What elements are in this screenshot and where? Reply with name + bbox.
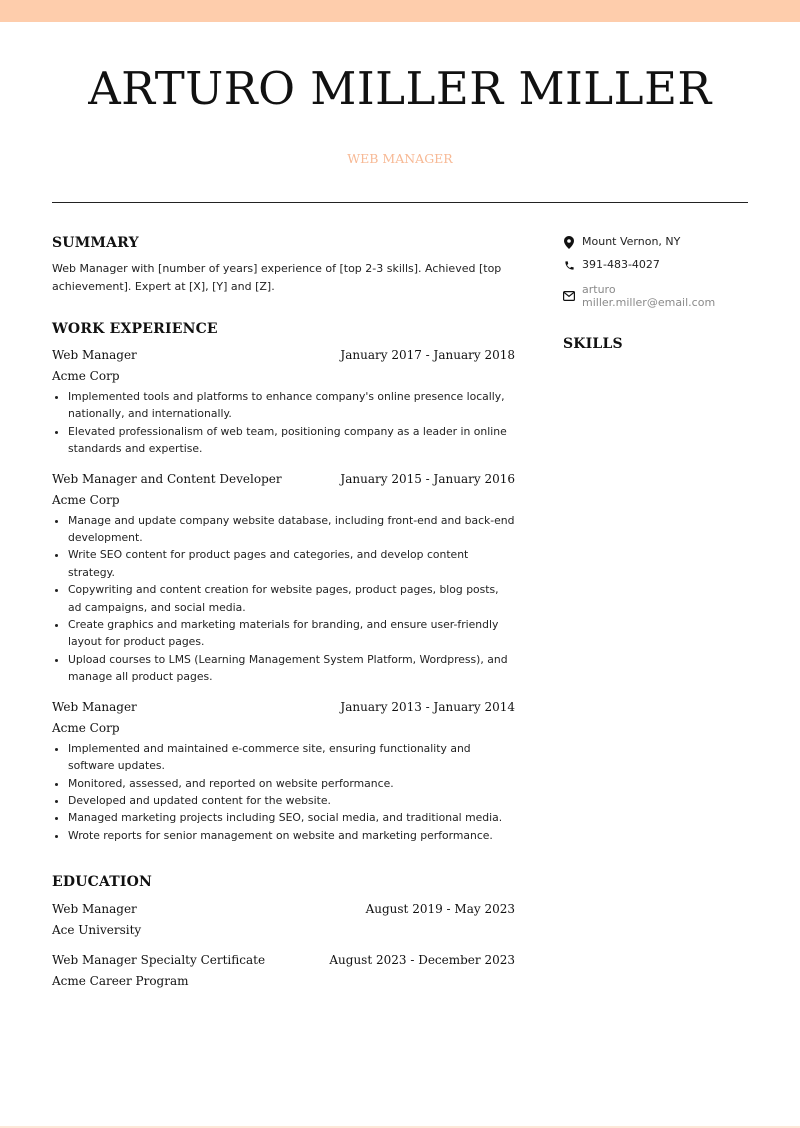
job-bullet: • Developed and updated content for the website. [68,792,515,809]
job-header [52,471,515,487]
job-bullet: • Elevated professionalism of web team, positioning company as a leader in online standards and expertise. [68,423,515,458]
location-text: Mount Vernon, NY [582,235,681,248]
email-line-1: arturo [582,283,616,296]
job-bullet: • Create graphics and marketing materials for branding, and ensure user-friendly layout for product pages. [68,616,515,651]
education-heading: EDUCATION [52,874,153,891]
job-company: Acme Corp [52,720,120,735]
job-role: Web Manager and Content Developer [52,471,282,486]
job-bullet: • Implemented tools and platforms to enhance company's online presence locally, nationally, and internationally. [68,388,515,423]
envelope-icon [563,283,575,309]
job-bullet: • Upload courses to LMS (Learning Management System Platform, Wordpress), and manage all product pages. [68,651,515,686]
job-dates: January 2015 - January 2016 [340,471,515,486]
job-role: Web Manager [52,348,137,362]
job-header [52,699,515,715]
email-text[interactable] [582,283,715,309]
contact-phone [563,257,753,273]
education-degree: Web Manager Specialty Certificate [52,953,266,968]
job-entry [52,699,515,844]
phone-icon [563,257,575,273]
job-company: Acme Corp [52,369,120,383]
summary-heading: SUMMARY [52,235,139,251]
job-company: Acme Corp [52,492,120,507]
job-bullets [52,512,515,686]
education-entry [52,901,515,938]
job-bullet: • Wrote reports for senior management on website and marketing performance. [68,827,515,844]
skills-heading: SKILLS [563,336,623,352]
job-bullet: • Monitored, assessed, and reported on website performance. [68,775,515,792]
job-entry [52,347,515,458]
education-school: Acme Career Program [52,974,189,989]
email-line-2: miller.miller@email.com [582,296,716,309]
job-entry [52,471,515,686]
job-bullets [52,740,515,844]
phone-text: 391-483-4027 [582,258,660,271]
education-school: Ace University [52,923,142,938]
education-entry [52,952,515,989]
education-dates: August 2019 - May 2023 [365,902,515,917]
education-header [52,901,515,917]
job-bullet: • Managed marketing projects including SEO, social media, and traditional media. [68,809,515,826]
skills-section [563,336,753,352]
summary-text: Web Manager with [number of years] experience of [top 2-3 skills]. Achieved [top achievement]. Expert at [X], [Y] and [Z]. [52,262,502,293]
job-role: Web Manager [52,699,137,714]
contact-email[interactable] [563,283,753,309]
contact-location [563,234,753,250]
education-dates: August 2023 - December 2023 [329,953,515,968]
education-section [52,874,515,989]
experience-heading: WORK EXPERIENCE [52,321,218,337]
top-accent-bar [0,0,800,22]
job-dates: January 2017 - January 2018 [340,348,515,362]
job-dates: January 2013 - January 2014 [340,699,515,714]
candidate-name: ARTURO MILLER MILLER [88,62,712,115]
job-header [52,347,515,363]
education-degree: Web Manager [52,902,137,917]
job-bullet: • Manage and update company website database, including front-end and back-end development. [68,512,515,547]
map-pin-icon [563,234,575,250]
job-title: WEB MANAGER [347,151,453,166]
job-bullet: • Copywriting and content creation for website pages, product pages, blog posts, ad campaigns, and social media. [68,581,515,616]
header-divider [52,202,748,203]
side-column [563,234,753,361]
job-bullets [52,388,515,458]
summary-section [52,235,515,295]
education-header [52,952,515,968]
experience-section [52,321,515,844]
job-bullet: • Implemented and maintained e-commerce site, ensuring functionality and software updates. [68,740,515,775]
main-column [52,235,515,1015]
job-bullet: • Write SEO content for product pages and categories, and develop content strategy. [68,546,515,581]
